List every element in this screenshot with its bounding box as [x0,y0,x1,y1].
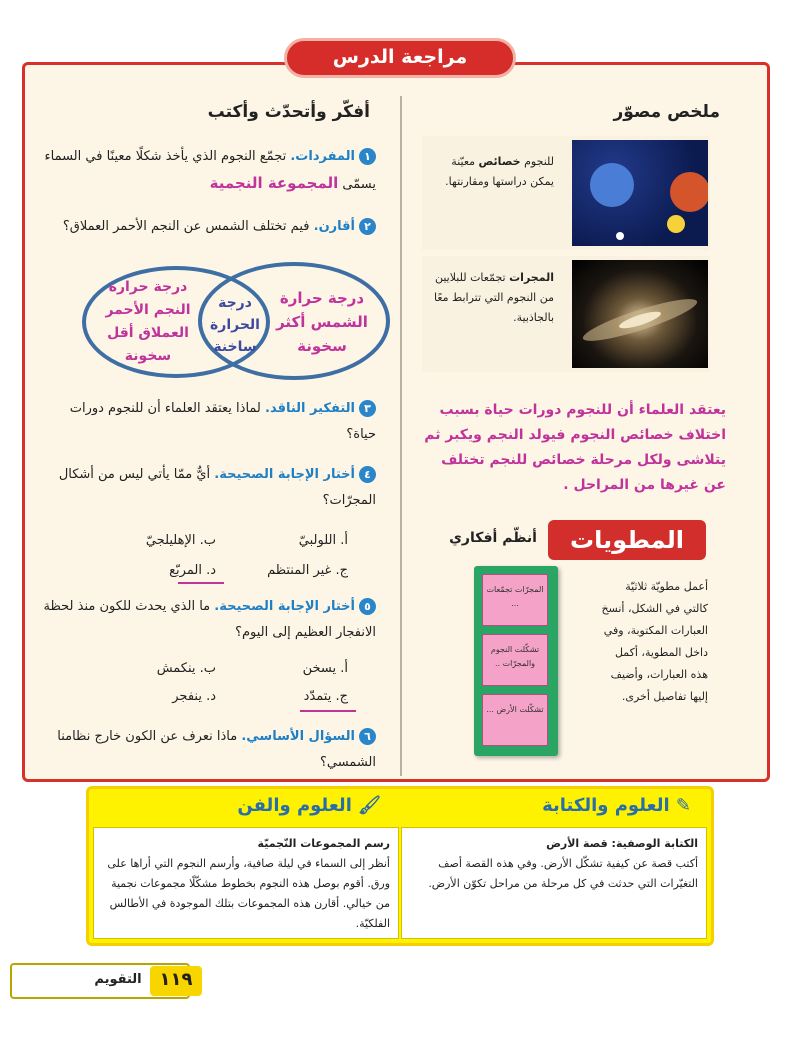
foldable-illustration [474,566,558,756]
foldable-flap: تشكّلت النجوم والمجرّات .. [482,634,548,686]
question-number: ٢ [359,218,376,235]
writing-body: أكتب قصة عن كيفية تشكّل الأرض. وفي هذه القصة أصف التغيّرات التي حدثت في كل مرحلة من مراحل تكوّن الأرض. [428,857,698,890]
foldable-flap: المجرّات تجمّعات ... [482,574,548,626]
question-1: ١المفردات. تجمّع النجوم الذي يأخذ شكلًا معينًا في السماء يسمّى المجموعة النجمية [44,149,376,192]
q4-option-d[interactable]: د. المربّع [169,563,216,578]
column-divider [400,96,402,776]
q4-option-b[interactable]: ب. الإهليلجيّ [145,533,216,548]
question-3: ٣التفكير الناقد. لماذا يعتقد العلماء أن للنجوم دورات حياة؟ [69,401,376,442]
handwritten-answer-1: المجموعة النجمية [209,174,339,192]
page-title: مراجعة الدرس [284,38,516,78]
q5-option-c[interactable]: ج. يتمدّد [303,689,348,704]
art-subtitle: رسم المجموعات النّجميّة [257,837,390,850]
summary-galaxies [422,256,710,372]
venn-text-sun: درجة حرارة الشمس أكثر سخونة [276,289,368,355]
page-number: ١١٩ [159,969,193,990]
question-5: ٥أختار الإجابة الصحيحة. ما الذي يحدث للكون منذ لحظة الانفجار العظيم إلى اليوم؟ [43,599,376,640]
pencil-icon: ✎ [675,795,691,816]
answer-underline-q4 [178,582,224,584]
answer-underline-q5 [300,710,356,712]
foldables-subtitle: أنظّم أفكاري [449,530,537,546]
question-2: ٢أقارن. فيم تختلف الشمس عن النجم الأحمر العملاق؟ [38,214,376,240]
foldables-instructions: أعمل مطويّة ثلاثيّة كالتي في الشكل، أنسخ العبارات المكتوبة، وفي داخل المطوية، أكمل هذه العبارات، وأضيف إليها تفاصيل أخرى. [601,580,708,703]
stars-photo [572,140,708,246]
writing-title: ✎ العلوم والكتابة [542,795,691,816]
galaxy-photo [572,260,708,368]
q4-option-a[interactable]: أ. اللولبيّ [298,533,348,548]
venn-text-common: درجة الحرارة ساخنة [210,295,260,355]
left-column-title: أفكّر وأتحدّث وأكتب [207,102,370,122]
galaxy-illustration [572,260,708,368]
question-number: ٣ [359,400,376,417]
foldable-flap: تشكّلت الأرض ... [482,694,548,746]
venn-text-red-giant: درجة حرارة النجم الأحمر العملاق أقل سخونة [105,279,191,364]
summary-galaxies-text: المجرات تجمّعات للبلايين من النجوم التي تترابط معًا بالجاذبية. [433,271,554,324]
paintbrush-icon: 🖌 [358,795,381,816]
writing-box [401,827,707,939]
question-6: ٦السؤال الأساسي. ماذا نعرف عن الكون خارج نظامنا الشمسي؟ [57,729,376,770]
summary-stars-text: للنجوم خصائص معيّنة يمكن دراستها ومقارنتها. [445,155,554,188]
summary-stars [422,136,710,250]
foldables-logo: المطويات [548,520,706,560]
q4-option-c[interactable]: ج. غير المنتظم [267,563,348,578]
extension-panel [86,786,714,946]
q5-option-b[interactable]: ب. ينكمش [156,661,216,676]
handwritten-answer-3: يعتقد العلماء أن للنجوم دورات حياة بسبب اختلاف خصائص النجوم فيولد النجم ويكبر ثم يتلاشى ولكل مرحلة خصائص للنجم تختلف عن غيرها من المراحل . [424,402,726,493]
writing-subtitle: الكتابة الوصفية: قصة الأرض [546,837,698,850]
stars-illustration [572,140,708,246]
section-label: التقويم [94,972,142,987]
question-number: ٥ [359,598,376,615]
q5-option-a[interactable]: أ. يسخن [302,661,348,676]
question-number: ٦ [359,728,376,745]
question-number: ٤ [359,466,376,483]
question-number: ١ [359,148,376,165]
art-title: 🖌 العلوم والفن [237,795,381,816]
q5-option-d[interactable]: د. ينفجر [172,689,216,704]
art-body: أنظر إلى السماء في ليلة صافية، وأرسم النجوم التي أراها على ورق. أقوم بوصل هذه النجوم بخطوط مشكّلًا مجموعات نجمية من خيالي. أقارن هذه المجموعات بتلك الموجودة في الأطالس الفلكيّة. [107,857,390,930]
right-column-title: ملخص مصوّر [613,102,720,122]
art-box [93,827,399,939]
question-4: ٤أختار الإجابة الصحيحة. أيٌّ ممّا يأتي ليس من أشكال المجرّات؟ [58,467,376,508]
